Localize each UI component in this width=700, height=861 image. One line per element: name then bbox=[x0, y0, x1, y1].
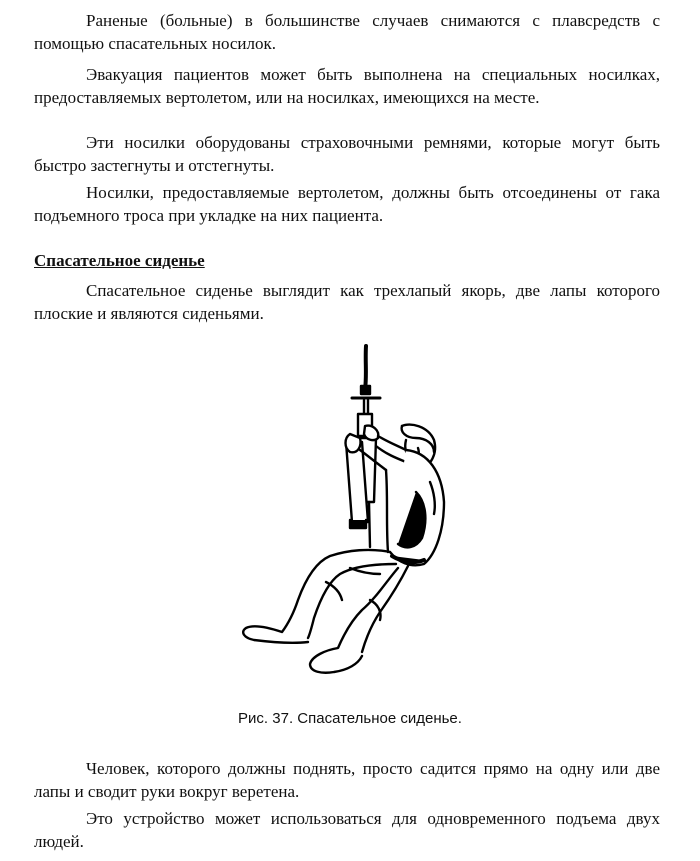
paragraph-3: Эти носилки оборудованы страховочными ремнями, которые могут быть быстро застегнуты и отстегнуты. bbox=[34, 133, 660, 175]
paragraph-5: Спасательное сиденье выглядит как трехлапый якорь, две лапы которого плоские и являются сиденьями. bbox=[34, 281, 660, 323]
paragraph-7: Это устройство может использоваться для одновременного подъема двух людей. bbox=[34, 809, 660, 851]
paragraph-4: Носилки, предоставляемые вертолетом, должны быть отсоединены от гака подъемного троса при укладке на них пациента. bbox=[34, 183, 660, 225]
paragraph-1: Раненые (больные) в большинстве случаев снимаются с плавсредств с помощью спасательных носилок. bbox=[34, 11, 660, 53]
paragraph-6: Человек, которого должны поднять, просто садится прямо на одну или две лапы и сводит руки вокруг веретена. bbox=[34, 759, 660, 801]
section-heading: Спасательное сиденье bbox=[34, 251, 205, 270]
figure-caption: Рис. 37. Спасательное сиденье. bbox=[238, 710, 462, 727]
paragraph-2: Эвакуация пациентов может быть выполнена на специальных носилках, предоставляемых вертолетом, или на носилках, имеющихся на месте. bbox=[34, 65, 660, 107]
rescue-seat-illustration bbox=[230, 342, 470, 682]
